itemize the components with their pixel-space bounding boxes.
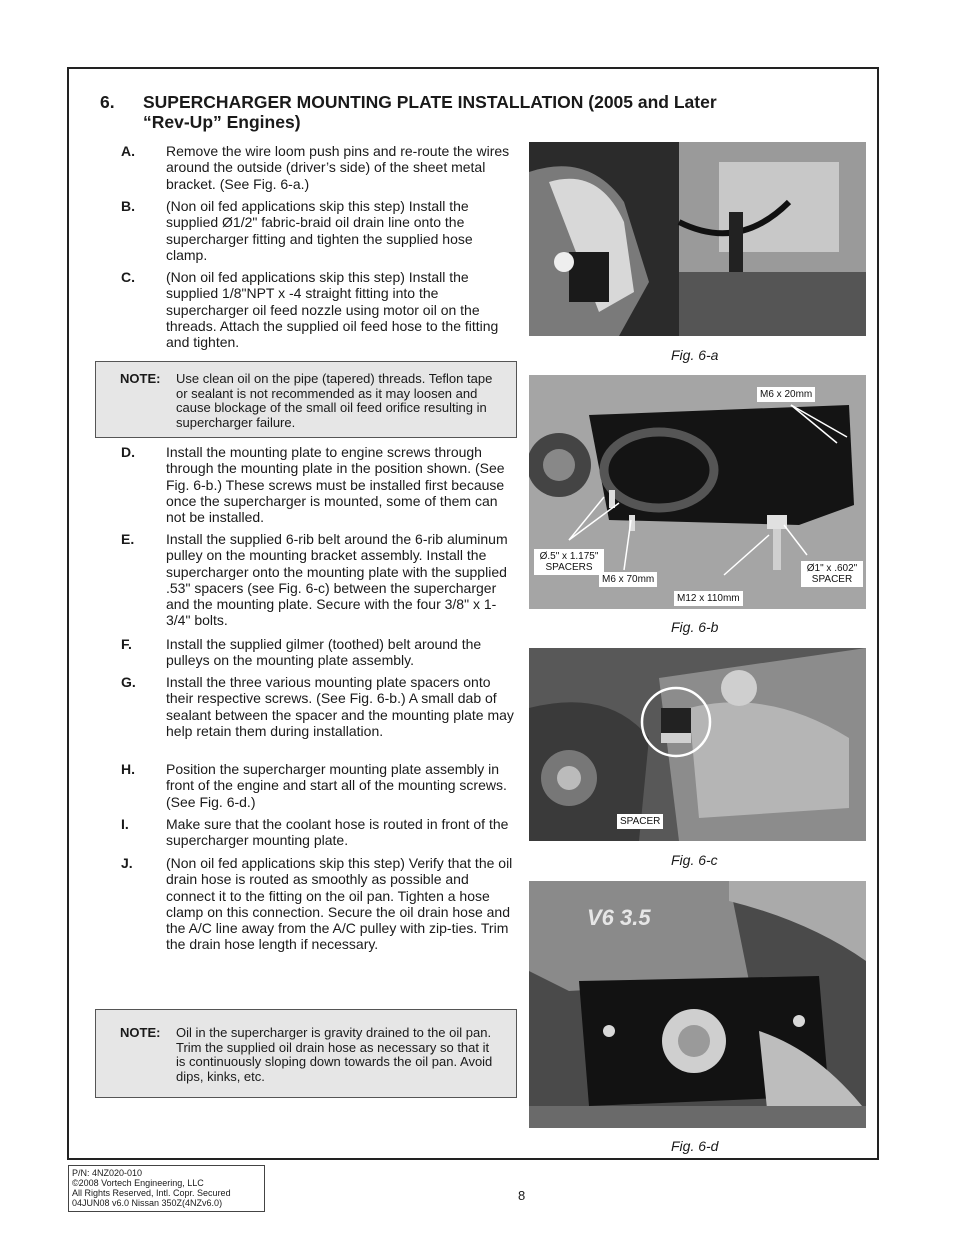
step-b — [121, 198, 517, 263]
step-j — [121, 855, 517, 953]
step-d — [121, 444, 517, 525]
step-a — [121, 143, 517, 192]
footer-copyright: ©2008 Vortech Engineering, LLC — [72, 1178, 204, 1188]
figure-6c-photo — [529, 648, 866, 841]
section-title-line1: SUPERCHARGER MOUNTING PLATE INSTALLATION (2005 and Later — [143, 92, 717, 112]
page-number: 8 — [518, 1188, 526, 1203]
step-letter: C. — [121, 269, 135, 285]
note-text: Oil in the supercharger is gravity drained to the oil pan. Trim the supplied oil drain hose as necessary so that it is continuously sloping down towards the oil pan. Avoid dips, kinks, etc. — [176, 1025, 493, 1084]
footer-rights: All Rights Reserved, Intl. Copr. Secured — [72, 1188, 231, 1198]
step-text: Install the supplied gilmer (toothed) belt around the pulleys on the mounting plate assembly. — [166, 636, 482, 669]
note-label: NOTE: — [120, 1025, 161, 1040]
note-oil-threads — [95, 361, 517, 438]
step-text: Remove the wire loom push pins and re-route the wires around the outside (driver’s side) of the sheet metal bracket. (See Fig. 6-a.) — [166, 143, 510, 192]
step-text: Install the three various mounting plate spacers onto their respective screws. (See Fig. 6-b.) A small dab of sealant between the spacer and the mounting plate may help retain them during installation. — [166, 674, 514, 739]
section-number: 6. — [100, 92, 115, 112]
step-text: (Non oil fed applications skip this step) Install the supplied Ø1/2" fabric-braid oil drain line onto the supercharger fitting and tighten the supplied hose clamp. — [166, 198, 473, 263]
engine-badge: V6 3.5 — [587, 905, 651, 930]
figure-6d-photo — [529, 881, 866, 1128]
step-letter: E. — [121, 531, 135, 547]
figure-6a-photo — [529, 142, 866, 336]
footer-version: 04JUN08 v6.0 Nissan 350Z(4NZv6.0) — [72, 1198, 223, 1208]
step-letter: J. — [121, 855, 133, 871]
step-text: Make sure that the coolant hose is routed in front of the supercharger mounting plate. — [166, 816, 509, 849]
step-letter: B. — [121, 198, 135, 214]
callout-spacer-one-inch: Ø1" x .602" SPACER — [801, 561, 863, 587]
step-g — [121, 674, 517, 739]
step-letter: G. — [121, 674, 136, 690]
step-text: Install the supplied 6-rib belt around the 6-rib aluminum pulley on the mounting bracket assembly. Install the supercharger onto the mounting plate with the supplied .53" spacers (see Fig. 6-c) between the supercharger and the mounting plate. Secure with the four 3/8" x 1-3/4" bolts. — [166, 531, 508, 629]
figure-6d-caption: Fig. 6-d — [671, 1138, 719, 1154]
step-f — [121, 636, 517, 669]
step-letter: D. — [121, 444, 135, 460]
footer-part-number: P/N: 4NZ020-010 — [72, 1168, 143, 1178]
section-title-line2: “Rev-Up” Engines) — [143, 112, 301, 132]
step-text: (Non oil fed applications skip this step) Install the supplied 1/8"NPT x -4 straight fitting into the supercharger oil feed nozzle using motor oil on the threads. Attach the supplied oil feed hose to the fitting and tighten. — [166, 269, 499, 351]
step-i — [121, 816, 517, 849]
step-text: (Non oil fed applications skip this step) Verify that the oil drain hose is routed as smoothly as possible and connect it to the fitting on the oil pan. Tighten a hose clamp on this connection. Secure the oil drain hose and the A/C line away from the A/C pulley with zip-ties. Trim the drain hose length if necessary. — [166, 855, 513, 953]
callout-spacers-half-inch: Ø.5" x 1.175" SPACERS — [534, 549, 604, 575]
step-letter: H. — [121, 761, 135, 777]
step-h — [121, 761, 517, 810]
step-letter: I. — [121, 816, 129, 832]
figure-6c-caption: Fig. 6-c — [671, 852, 718, 868]
step-letter: F. — [121, 636, 132, 652]
callout-m6x70: M6 x 70mm — [599, 572, 657, 587]
figure-6b-caption: Fig. 6-b — [671, 619, 719, 635]
step-letter: A. — [121, 143, 135, 159]
step-text: Install the mounting plate to engine screws through through the mounting plate in the position shown. (See Fig. 6-b.) These screws must be installed first because once the supercharger is mounted, some of them can not be installed. — [166, 444, 505, 526]
callout-m12x110: M12 x 110mm — [674, 591, 743, 606]
step-e — [121, 531, 517, 629]
callout-m6x20: M6 x 20mm — [757, 387, 815, 402]
note-text: Use clean oil on the pipe (tapered) threads. Teflon tape or sealant is not recommended as it may loosen and cause blockage of the small oil feed orifice resulting in supercharger failure. — [176, 371, 493, 430]
footer-info — [68, 1165, 265, 1212]
step-c — [121, 269, 517, 350]
step-text: Position the supercharger mounting plate assembly in front of the engine and start all of the mounting screws. (See Fig. 6-d.) — [166, 761, 507, 810]
note-label: NOTE: — [120, 371, 161, 386]
note-oil-drain — [95, 1009, 517, 1098]
figure-6a-caption: Fig. 6-a — [671, 347, 719, 363]
callout-spacer: SPACER — [617, 814, 663, 829]
figure-6b-photo — [529, 375, 866, 609]
